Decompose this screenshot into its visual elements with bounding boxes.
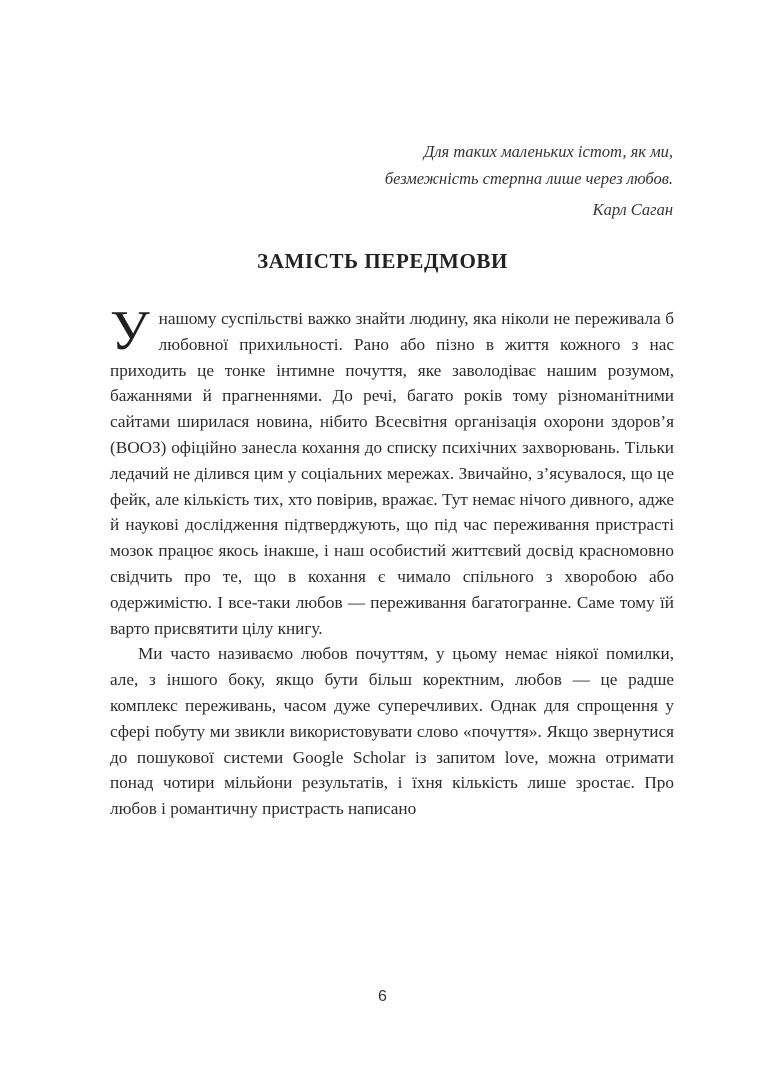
epigraph bbox=[327, 138, 673, 223]
paragraph-1 bbox=[110, 300, 674, 641]
epigraph-line-1: Для таких маленьких істот, як ми, bbox=[423, 142, 673, 161]
drop-cap: У bbox=[110, 300, 150, 362]
paragraph-1-text: нашому суспільстві важко знайти людину, яка ніколи не переживала б любовної прихильності. Рано або пізно в життя кожного з нас приходить це тонке інтимне почуття, яке заволодіває нашим розумом, бажаннями й прагненнями. До речі, багато років тому різноманітними сайтами ширилася новина, нібито Всесвітня організація охорони здоров’я (ВООЗ) офіційно занесла кохання до списку психічних захворювань. Тільки ледачий не ділився цим у соціальних мережах. Звичайно, з’ясувалося, що це фейк, але кількість тих, хто повірив, вражає. Тут немає нічого дивного, адже й наукові дослідження підтверджують, що під час переживання пристрасті мозок працює якось інакше, і наш особистий життєвий досвід красномовно свідчить про те, що в кохання є чимало спільного з хворобою або одержимістю. І все-таки любов — переживання багатогранне. Саме тому їй варто присвятити цілу книгу. bbox=[110, 309, 674, 638]
epigraph-line-2: безмежність стерпна лише через любов. bbox=[384, 169, 673, 188]
page-title: ЗАМІСТЬ ПЕРЕДМОВИ bbox=[257, 249, 508, 273]
body-text bbox=[110, 300, 674, 822]
page-number: 6 bbox=[378, 988, 387, 1005]
paragraph-2: Ми часто називаємо любов почуттям, у цьому немає ніякої помилки, але, з іншого боку, якщо бути більш коректним, любов — це радше комплекс переживань, часом дуже суперечливих. Однак для спрощення у сфері побуту ми звикли використовувати слово «почуття». Якщо звернутися до пошукової системи Google Scholar із запитом love, можна отримати понад чотири мільйони результатів, і їхня кількість лише зростає. Про любов і романтичну пристрасть написано bbox=[110, 644, 674, 819]
epigraph-attribution: Карл Саган bbox=[592, 200, 673, 219]
